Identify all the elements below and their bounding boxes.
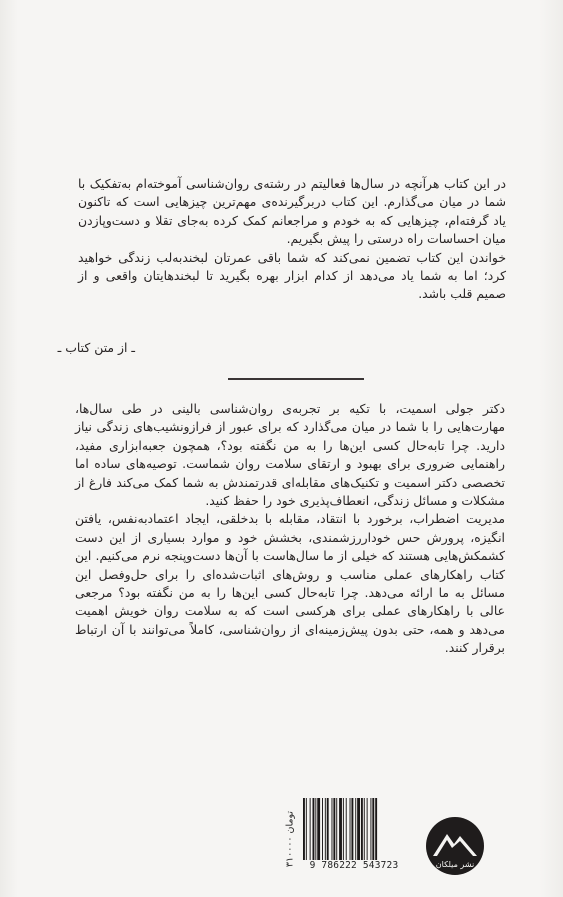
excerpt-source: ـ از متن کتاب ـ	[57, 340, 135, 355]
description-paragraph: دکتر جولی اسمیت، با تکیه بر تجربه‌ی روان‌شناسی بالینی در طی سال‌ها، مهارت‌هایی را با شما در میان می‌گذارد که برای عبور از فرازونشیب‌های زندگی نیاز دارید. چرا تابه‌حال کسی این‌ها را به من نگفته بود؟، همچون جعبه‌ابزاری مفید، راهنمایی ضروری برای بهبود و ارتقای سلامت روان شماست. توصیه‌های ساده اما تخصصی دکتر اسمیت و تکنیک‌های مقابله‌ای قدرتمندش به شما کمک می‌کند فارغ از مشکلات و مسائل زندگی، انعطاف‌پذیری خود را حفظ کنید.	[75, 401, 505, 509]
price-text: ۳۱۰۰۰۰ تومان	[284, 810, 296, 868]
book-excerpt	[78, 175, 506, 304]
excerpt-paragraph: خواندن این کتاب تضمین نمی‌کند که شما باقی عمرتان لبخندبه‌لب زندگی خواهید کرد؛ اما به شما یاد می‌دهد از کدام ابزار بهره بگیرید تا لبخندهایتان واقعی و از صمیم قلب باشد.	[78, 249, 506, 302]
price-label	[283, 806, 297, 872]
publisher-logo	[425, 816, 485, 876]
description-paragraph: مدیریت اضطراب، برخورد با انتقاد، مقابله با بدخلقی، ایجاد اعتمادبه‌نفس، یافتن انگیزه، پرورش حس خوداررزشمندی، بخشش خود و موارد بسیاری از این دست کشمکش‌هایی هستند که خیلی از ما سال‌هاست با آن‌ها دست‌وپنجه نرم می‌کنیم. این کتاب راهکارهای عملی مناسب و روش‌های اثبات‌شده‌ای را برای حل‌وفصل این مسائل به ما ارائه می‌دهد. چرا تابه‌حال کسی این‌ها را به من نگفته بود؟ مرجعی عالی با راهکارهای عملی برای هرکسی است که به سلامت روان خویش اهمیت می‌دهد و همه، حتی بدون پیش‌زمینه‌ای از روان‌شناسی، کاملاً می‌توانند با آن ارتباط برقرار کنند.	[75, 511, 505, 656]
barcode-number: 9 786222 543723	[309, 860, 399, 871]
barcode-bars	[300, 798, 408, 860]
excerpt-paragraph: در این کتاب هرآنچه در سال‌ها فعالیتم در رشته‌ی روان‌شناسی آموخته‌ام به‌تفکیک با شما در میان می‌گذارم. این کتاب دربرگیرنده‌ی مهم‌ترین چیزهایی است که تاکنون یاد گرفته‌ام، چیزهایی که به خودم و مراجعانم کمک کرده به‌جای تقلا و دست‌وپازدن میان احساسات راه درستی را پیش بگیریم.	[78, 176, 506, 247]
book-description	[75, 400, 505, 658]
section-divider	[228, 378, 364, 380]
publisher-name: نشر میلکان	[435, 860, 475, 869]
isbn-barcode	[300, 798, 408, 873]
